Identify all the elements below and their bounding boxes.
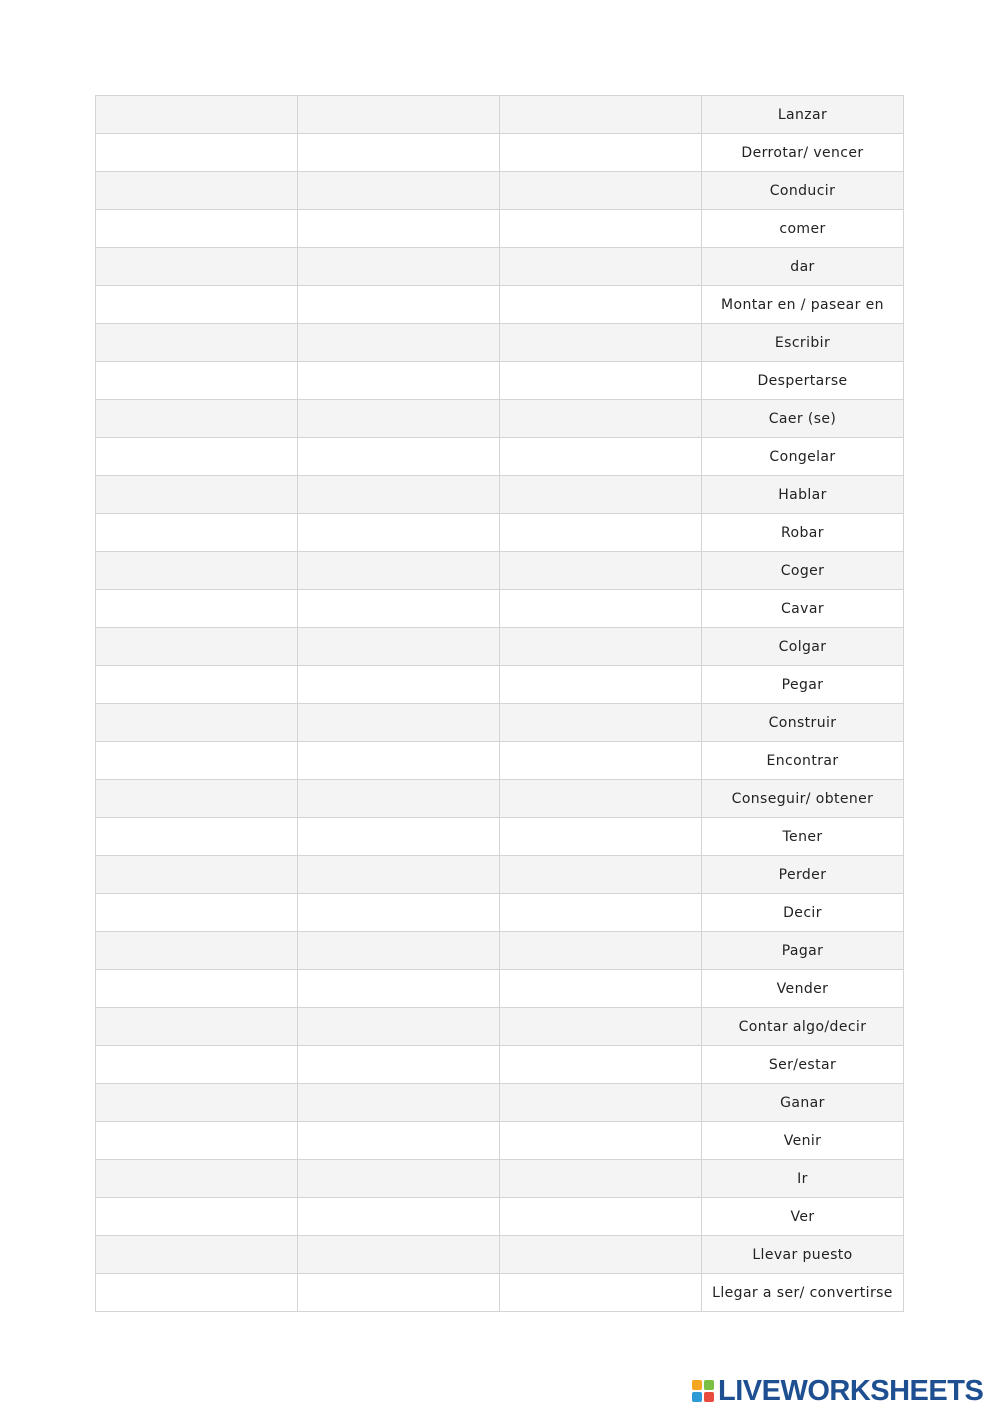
answer-input[interactable]: [298, 210, 499, 247]
answer-input[interactable]: [500, 248, 701, 285]
answer-input[interactable]: [96, 286, 297, 323]
answer-cell: [500, 96, 702, 134]
spanish-verb-cell: Conducir: [702, 172, 904, 210]
answer-input[interactable]: [96, 590, 297, 627]
answer-input[interactable]: [96, 780, 297, 817]
answer-cell: [298, 172, 500, 210]
answer-cell: [500, 932, 702, 970]
answer-cell: [298, 932, 500, 970]
spanish-verb-cell: Contar algo/decir: [702, 1008, 904, 1046]
answer-cell: [298, 856, 500, 894]
answer-input[interactable]: [500, 1046, 701, 1083]
table-row: [96, 704, 904, 742]
table-row: [96, 932, 904, 970]
answer-cell: [96, 894, 298, 932]
answer-input[interactable]: [298, 286, 499, 323]
answer-cell: [500, 1274, 702, 1312]
answer-input[interactable]: [96, 818, 297, 855]
table-row: [96, 1160, 904, 1198]
table-row: [96, 552, 904, 590]
answer-cell: [500, 324, 702, 362]
spanish-verb-cell: Pegar: [702, 666, 904, 704]
answer-input[interactable]: [96, 1122, 297, 1159]
answer-cell: [500, 704, 702, 742]
answer-cell: [96, 248, 298, 286]
answer-cell: [298, 1008, 500, 1046]
answer-cell: [96, 1274, 298, 1312]
answer-input[interactable]: [96, 476, 297, 513]
table-row: [96, 514, 904, 552]
answer-input[interactable]: [298, 1198, 499, 1235]
answer-input[interactable]: [298, 172, 499, 209]
answer-input[interactable]: [298, 704, 499, 741]
answer-cell: [298, 552, 500, 590]
table-row: [96, 1046, 904, 1084]
answer-cell: [96, 780, 298, 818]
table-row: [96, 134, 904, 172]
answer-cell: [298, 476, 500, 514]
answer-input[interactable]: [500, 1008, 701, 1045]
answer-input[interactable]: [298, 932, 499, 969]
answer-cell: [500, 1046, 702, 1084]
answer-input[interactable]: [96, 894, 297, 931]
answer-input[interactable]: [298, 324, 499, 361]
spanish-verb-cell: Ganar: [702, 1084, 904, 1122]
answer-input[interactable]: [96, 552, 297, 589]
table-row: [96, 172, 904, 210]
answer-cell: [298, 400, 500, 438]
answer-cell: [500, 552, 702, 590]
answer-cell: [500, 514, 702, 552]
answer-input[interactable]: [500, 704, 701, 741]
spanish-verb-cell: Montar en / pasear en: [702, 286, 904, 324]
answer-input[interactable]: [500, 1198, 701, 1235]
answer-cell: [500, 1198, 702, 1236]
answer-input[interactable]: [500, 856, 701, 893]
spanish-verb-cell: Pagar: [702, 932, 904, 970]
spanish-verb-cell: comer: [702, 210, 904, 248]
table-row: [96, 1084, 904, 1122]
answer-cell: [96, 1122, 298, 1160]
answer-input[interactable]: [96, 324, 297, 361]
table-row: [96, 1236, 904, 1274]
answer-input[interactable]: [298, 1046, 499, 1083]
answer-input[interactable]: [96, 856, 297, 893]
answer-cell: [96, 590, 298, 628]
answer-input[interactable]: [298, 134, 499, 171]
answer-input[interactable]: [500, 666, 701, 703]
spanish-verb-cell: Hablar: [702, 476, 904, 514]
spanish-verb-cell: Lanzar: [702, 96, 904, 134]
answer-cell: [96, 704, 298, 742]
answer-cell: [298, 1236, 500, 1274]
answer-cell: [298, 134, 500, 172]
table-row: [96, 1274, 904, 1312]
answer-cell: [500, 134, 702, 172]
answer-input[interactable]: [96, 1198, 297, 1235]
answer-cell: [96, 1236, 298, 1274]
spanish-verb-cell: Venir: [702, 1122, 904, 1160]
answer-cell: [96, 476, 298, 514]
answer-input[interactable]: [96, 172, 297, 209]
answer-input[interactable]: [96, 400, 297, 437]
answer-cell: [96, 400, 298, 438]
answer-cell: [96, 1160, 298, 1198]
answer-cell: [298, 666, 500, 704]
table-row: [96, 1008, 904, 1046]
spanish-verb-cell: Construir: [702, 704, 904, 742]
spanish-verb-cell: Perder: [702, 856, 904, 894]
answer-cell: [298, 742, 500, 780]
spanish-verb-cell: Derrotar/ vencer: [702, 134, 904, 172]
answer-cell: [96, 438, 298, 476]
answer-cell: [96, 96, 298, 134]
answer-cell: [298, 1274, 500, 1312]
answer-cell: [298, 1160, 500, 1198]
answer-input[interactable]: [96, 970, 297, 1007]
answer-cell: [96, 856, 298, 894]
answer-input[interactable]: [298, 1274, 499, 1311]
answer-cell: [298, 1122, 500, 1160]
answer-input[interactable]: [298, 476, 499, 513]
answer-cell: [96, 172, 298, 210]
answer-input[interactable]: [500, 1160, 701, 1197]
answer-input[interactable]: [96, 1008, 297, 1045]
answer-cell: [500, 1008, 702, 1046]
table-row: [96, 362, 904, 400]
answer-input[interactable]: [500, 932, 701, 969]
answer-input[interactable]: [298, 970, 499, 1007]
answer-cell: [500, 476, 702, 514]
answer-cell: [500, 628, 702, 666]
answer-cell: [500, 1122, 702, 1160]
answer-cell: [500, 362, 702, 400]
answer-input[interactable]: [96, 1274, 297, 1311]
answer-cell: [500, 742, 702, 780]
spanish-verb-cell: Coger: [702, 552, 904, 590]
answer-cell: [500, 1084, 702, 1122]
answer-input[interactable]: [500, 514, 701, 551]
answer-cell: [96, 742, 298, 780]
answer-cell: [96, 552, 298, 590]
answer-input[interactable]: [500, 818, 701, 855]
answer-cell: [96, 324, 298, 362]
answer-input[interactable]: [298, 628, 499, 665]
answer-cell: [500, 780, 702, 818]
table-row: [96, 894, 904, 932]
answer-cell: [500, 286, 702, 324]
answer-cell: [500, 1160, 702, 1198]
table-row: [96, 1122, 904, 1160]
answer-input[interactable]: [500, 362, 701, 399]
answer-cell: [96, 210, 298, 248]
answer-input[interactable]: [500, 96, 701, 133]
answer-cell: [500, 210, 702, 248]
answer-cell: [298, 970, 500, 1008]
spanish-verb-cell: Cavar: [702, 590, 904, 628]
table-row: [96, 400, 904, 438]
answer-cell: [96, 932, 298, 970]
answer-input[interactable]: [500, 324, 701, 361]
answer-input[interactable]: [96, 704, 297, 741]
answer-input[interactable]: [298, 1160, 499, 1197]
table-row: [96, 590, 904, 628]
table-row: [96, 286, 904, 324]
logo-mark-square: [692, 1392, 702, 1402]
answer-input[interactable]: [298, 894, 499, 931]
answer-cell: [96, 1084, 298, 1122]
answer-cell: [298, 324, 500, 362]
answer-input[interactable]: [298, 590, 499, 627]
answer-input[interactable]: [500, 400, 701, 437]
answer-input[interactable]: [500, 286, 701, 323]
answer-cell: [96, 666, 298, 704]
answer-input[interactable]: [500, 894, 701, 931]
answer-cell: [500, 400, 702, 438]
answer-cell: [298, 818, 500, 856]
answer-input[interactable]: [96, 932, 297, 969]
spanish-verb-cell: Tener: [702, 818, 904, 856]
verb-worksheet-table: [95, 95, 904, 1312]
spanish-verb-cell: Caer (se): [702, 400, 904, 438]
table-row: [96, 324, 904, 362]
answer-input[interactable]: [96, 362, 297, 399]
answer-input[interactable]: [298, 1122, 499, 1159]
answer-cell: [96, 362, 298, 400]
answer-input[interactable]: [96, 210, 297, 247]
answer-input[interactable]: [298, 96, 499, 133]
answer-cell: [96, 1198, 298, 1236]
answer-input[interactable]: [500, 552, 701, 589]
answer-input[interactable]: [500, 590, 701, 627]
answer-cell: [96, 818, 298, 856]
answer-cell: [500, 1236, 702, 1274]
answer-input[interactable]: [500, 1084, 701, 1121]
spanish-verb-cell: Llegar a ser/ convertirse: [702, 1274, 904, 1312]
spanish-verb-cell: Despertarse: [702, 362, 904, 400]
table-row: [96, 210, 904, 248]
answer-input[interactable]: [298, 400, 499, 437]
logo-mark-square: [704, 1380, 714, 1390]
answer-input[interactable]: [500, 1122, 701, 1159]
spanish-verb-cell: Escribir: [702, 324, 904, 362]
answer-input[interactable]: [500, 628, 701, 665]
spanish-verb-cell: Ir: [702, 1160, 904, 1198]
spanish-verb-cell: Ver: [702, 1198, 904, 1236]
spanish-verb-cell: Llevar puesto: [702, 1236, 904, 1274]
answer-input[interactable]: [96, 1046, 297, 1083]
table-row: [96, 856, 904, 894]
answer-cell: [298, 1198, 500, 1236]
answer-cell: [298, 590, 500, 628]
answer-input[interactable]: [500, 1274, 701, 1311]
answer-input[interactable]: [96, 666, 297, 703]
spanish-verb-cell: Conseguir/ obtener: [702, 780, 904, 818]
worksheet-body: [96, 96, 904, 1312]
answer-input[interactable]: [298, 856, 499, 893]
answer-cell: [500, 894, 702, 932]
answer-cell: [298, 628, 500, 666]
answer-cell: [500, 172, 702, 210]
answer-input[interactable]: [96, 96, 297, 133]
spanish-verb-cell: Ser/estar: [702, 1046, 904, 1084]
answer-cell: [298, 248, 500, 286]
spanish-verb-cell: Decir: [702, 894, 904, 932]
answer-input[interactable]: [96, 248, 297, 285]
answer-cell: [96, 134, 298, 172]
spanish-verb-cell: Encontrar: [702, 742, 904, 780]
answer-input[interactable]: [298, 552, 499, 589]
answer-cell: [96, 970, 298, 1008]
logo-mark-square: [692, 1380, 702, 1390]
answer-cell: [298, 286, 500, 324]
answer-input[interactable]: [96, 438, 297, 475]
answer-cell: [500, 666, 702, 704]
answer-input[interactable]: [298, 248, 499, 285]
answer-cell: [500, 248, 702, 286]
answer-cell: [500, 970, 702, 1008]
liveworksheets-logo: [692, 1374, 983, 1408]
answer-input[interactable]: [500, 780, 701, 817]
answer-cell: [298, 780, 500, 818]
answer-input[interactable]: [298, 818, 499, 855]
table-row: [96, 1198, 904, 1236]
answer-input[interactable]: [298, 362, 499, 399]
answer-cell: [298, 210, 500, 248]
answer-input[interactable]: [96, 628, 297, 665]
table-row: [96, 970, 904, 1008]
answer-input[interactable]: [500, 742, 701, 779]
answer-cell: [96, 1008, 298, 1046]
answer-input[interactable]: [500, 210, 701, 247]
answer-cell: [96, 628, 298, 666]
spanish-verb-cell: Colgar: [702, 628, 904, 666]
live-logo-mark-icon: [692, 1380, 714, 1402]
answer-cell: [500, 856, 702, 894]
answer-input[interactable]: [298, 514, 499, 551]
table-row: [96, 780, 904, 818]
answer-cell: [298, 1046, 500, 1084]
answer-cell: [298, 514, 500, 552]
answer-input[interactable]: [500, 438, 701, 475]
answer-cell: [500, 438, 702, 476]
answer-input[interactable]: [96, 1236, 297, 1273]
answer-cell: [298, 704, 500, 742]
answer-input[interactable]: [96, 1160, 297, 1197]
table-row: [96, 248, 904, 286]
table-row: [96, 818, 904, 856]
table-row: [96, 96, 904, 134]
answer-cell: [96, 514, 298, 552]
spanish-verb-cell: dar: [702, 248, 904, 286]
answer-input[interactable]: [500, 1236, 701, 1273]
answer-input[interactable]: [298, 438, 499, 475]
spanish-verb-cell: Congelar: [702, 438, 904, 476]
answer-input[interactable]: [96, 514, 297, 551]
answer-cell: [500, 818, 702, 856]
table-row: [96, 666, 904, 704]
answer-cell: [298, 438, 500, 476]
spanish-verb-cell: Vender: [702, 970, 904, 1008]
answer-cell: [298, 96, 500, 134]
answer-cell: [500, 590, 702, 628]
answer-input[interactable]: [96, 134, 297, 171]
answer-cell: [96, 1046, 298, 1084]
answer-input[interactable]: [500, 172, 701, 209]
answer-input[interactable]: [500, 134, 701, 171]
answer-input[interactable]: [298, 1084, 499, 1121]
answer-input[interactable]: [500, 970, 701, 1007]
answer-cell: [298, 1084, 500, 1122]
answer-input[interactable]: [298, 1008, 499, 1045]
answer-input[interactable]: [500, 476, 701, 513]
spanish-verb-cell: Robar: [702, 514, 904, 552]
answer-input[interactable]: [298, 1236, 499, 1273]
answer-input[interactable]: [298, 666, 499, 703]
table-row: [96, 438, 904, 476]
answer-cell: [96, 286, 298, 324]
answer-input[interactable]: [298, 780, 499, 817]
answer-input[interactable]: [298, 742, 499, 779]
table-row: [96, 628, 904, 666]
answer-input[interactable]: [96, 742, 297, 779]
answer-cell: [298, 362, 500, 400]
answer-cell: [298, 894, 500, 932]
table-row: [96, 742, 904, 780]
table-row: [96, 476, 904, 514]
logo-mark-square: [704, 1392, 714, 1402]
answer-input[interactable]: [96, 1084, 297, 1121]
brand-name: LIVEWORKSHEETS: [718, 1374, 984, 1407]
